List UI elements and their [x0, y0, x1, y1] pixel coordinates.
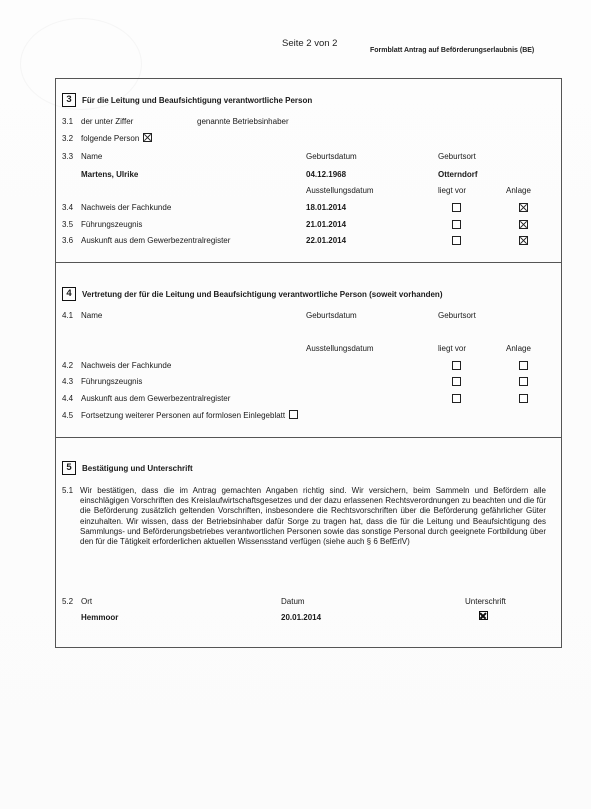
- page-number: Seite 2 von 2: [282, 38, 338, 49]
- row-5-2-num: 5.2: [62, 597, 74, 606]
- row-4-4-attachment-checkbox[interactable]: [519, 394, 528, 403]
- row-5-1-num: 5.1: [62, 486, 74, 495]
- row-3-4-attachment-checkbox[interactable]: [519, 203, 528, 212]
- date-value: 20.01.2014: [281, 613, 322, 622]
- signature-mark: [479, 611, 488, 620]
- confirmation-text: Wir bestätigen, dass die im Antrag gemachten Angaben richtig sind. Wir versichern, beim Sammeln und Befördern alle einschlägigen Vorschriften des Kreislaufwirtschaftsgesetzes und der dazu erlassenen Rechtsverordnungen zu beachten und die für die Beförderung zusätzlich geltenden Vorschriften, insbesondere die Rechtsvorschriften über die Beförderung gefährlicher Güter einzuhalten. Wir wissen, dass der Betriebsinhaber dafür Sorge zu tragen hat, dass die für die Leitung und Beaufsichtigung des Sammlungs- und Beförderungsbetriebes verantwortlichen Personen sowie das sonstige Personal durch geeignete Fortbildung über den für die Tätigkeit erforderlichen aktuellen Wissensstand verfügen (siehe auch § 6 BefErlV): [80, 486, 546, 547]
- row-3-4-num: 3.4: [62, 203, 74, 212]
- rep-attachment-header: Anlage: [506, 344, 531, 353]
- form-title: Formblatt Antrag auf Beförderungserlaubnis (BE): [370, 47, 535, 54]
- row-4-1-num: 4.1: [62, 311, 74, 320]
- rep-birthdate-label: Geburtsdatum: [306, 311, 357, 320]
- row-4-3-num: 4.3: [62, 377, 74, 386]
- row-3-6-date: 22.01.2014: [306, 236, 347, 245]
- place-value: Hemmoor: [81, 613, 119, 622]
- row-3-4-label: Nachweis der Fachkunde: [81, 203, 172, 212]
- row-3-6-attachment-checkbox[interactable]: [519, 236, 528, 245]
- row-3-2-checkbox[interactable]: [143, 133, 152, 142]
- row-4-5-checkbox[interactable]: [289, 410, 298, 419]
- section-divider-4-5: [55, 437, 562, 438]
- row-3-5-label: Führungszeugnis: [81, 220, 143, 229]
- rep-birthplace-label: Geburtsort: [438, 311, 476, 320]
- row-4-2-present-checkbox[interactable]: [452, 361, 461, 370]
- person-birthplace: Otterndorf: [438, 170, 478, 179]
- row-3-1-text: der unter Ziffer: [81, 117, 134, 126]
- row-3-3-num: 3.3: [62, 152, 74, 161]
- row-3-6-num: 3.6: [62, 236, 74, 245]
- section-4-number: 4: [62, 287, 76, 301]
- row-4-3-label: Führungszeugnis: [81, 377, 143, 386]
- row-3-5-date: 21.01.2014: [306, 220, 347, 229]
- section-3-title: Für die Leitung und Beaufsichtigung verantwortliche Person: [82, 95, 313, 105]
- row-4-4-num: 4.4: [62, 394, 74, 403]
- row-4-5-line: [81, 411, 298, 420]
- section-5-title: Bestätigung und Unterschrift: [82, 463, 193, 473]
- birthdate-label: Geburtsdatum: [306, 152, 357, 161]
- rep-issue-date-header: Ausstellungsdatum: [306, 344, 374, 353]
- row-4-2-label: Nachweis der Fachkunde: [81, 361, 172, 370]
- date-label: Datum: [281, 597, 305, 606]
- issue-date-header: Ausstellungsdatum: [306, 186, 374, 195]
- birthplace-label: Geburtsort: [438, 152, 476, 161]
- rep-present-header: liegt vor: [438, 344, 467, 353]
- person-birthdate: 04.12.1968: [306, 170, 347, 179]
- row-4-4-label: Auskunft aus dem Gewerbezentralregister: [81, 394, 231, 403]
- section-5-heading: [62, 461, 193, 475]
- section-5-number: 5: [62, 461, 76, 475]
- row-4-5-num: 4.5: [62, 411, 74, 420]
- section-3-number: 3: [62, 93, 76, 107]
- section-4-title: Vertretung der für die Leitung und Beaufsichtigung verantwortliche Person (soweit vorhanden): [82, 289, 443, 299]
- attachment-header: Anlage: [506, 186, 531, 195]
- row-3-2-num: 3.2: [62, 134, 74, 143]
- row-3-2-line: [81, 134, 152, 143]
- place-label: Ort: [81, 597, 93, 606]
- section-divider-3-4: [55, 262, 562, 263]
- row-3-1-num: 3.1: [62, 117, 74, 126]
- person-name: Martens, Ulrike: [81, 170, 139, 179]
- row-4-4-present-checkbox[interactable]: [452, 394, 461, 403]
- row-4-5-label: Fortsetzung weiterer Personen auf formlosen Einlegeblatt: [81, 411, 286, 420]
- row-3-4-date: 18.01.2014: [306, 203, 347, 212]
- row-3-2-label: folgende Person: [81, 134, 140, 143]
- signature-label: Unterschrift: [465, 597, 506, 606]
- row-4-2-attachment-checkbox[interactable]: [519, 361, 528, 370]
- name-label: Name: [81, 152, 103, 161]
- row-3-5-present-checkbox[interactable]: [452, 220, 461, 229]
- present-header: liegt vor: [438, 186, 467, 195]
- row-3-4-present-checkbox[interactable]: [452, 203, 461, 212]
- rep-name-label: Name: [81, 311, 103, 320]
- row-3-5-attachment-checkbox[interactable]: [519, 220, 528, 229]
- row-3-1-owner: genannte Betriebsinhaber: [197, 117, 289, 126]
- row-3-5-num: 3.5: [62, 220, 74, 229]
- row-3-6-present-checkbox[interactable]: [452, 236, 461, 245]
- row-4-3-attachment-checkbox[interactable]: [519, 377, 528, 386]
- row-3-6-label: Auskunft aus dem Gewerbezentralregister: [81, 236, 231, 245]
- section-4-heading: [62, 287, 442, 301]
- row-4-3-present-checkbox[interactable]: [452, 377, 461, 386]
- section-3-heading: [62, 93, 312, 107]
- row-4-2-num: 4.2: [62, 361, 74, 370]
